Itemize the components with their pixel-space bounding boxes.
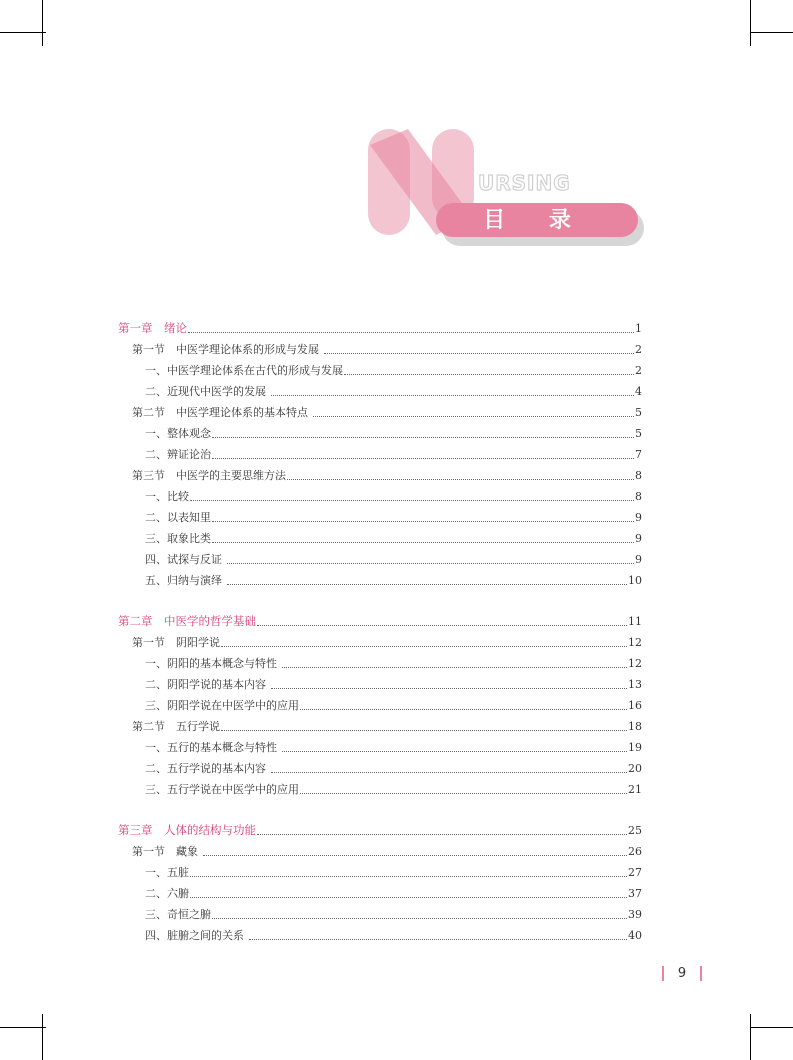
toc-subsection-entry[interactable]: [118, 423, 642, 444]
toc-entry-label: 五、归纳与演绎: [145, 574, 226, 587]
toc-chapter-block: [118, 318, 642, 591]
toc-entry-label: 第三节 中医学的主要思维方法: [132, 469, 286, 482]
toc-subsection-entry[interactable]: [118, 444, 642, 465]
toc-entry-label: 一、五行的基本概念与特性: [145, 741, 281, 754]
toc-entry-page: 16: [628, 699, 642, 712]
toc-leader-dots: [188, 331, 634, 333]
toc-leader-dots: [257, 624, 627, 626]
toc-entry-page: 40: [628, 929, 642, 942]
toc-leader-dots: [227, 562, 635, 564]
page-number-bar-left: [662, 966, 664, 981]
toc-chapter-entry[interactable]: [118, 611, 642, 632]
toc-section-entry[interactable]: [118, 339, 642, 360]
table-of-contents: [118, 318, 642, 966]
toc-entry-page: 2: [635, 343, 642, 356]
toc-leader-dots: [190, 896, 627, 898]
toc-entry-page: 5: [635, 427, 642, 440]
toc-entry-page: 4: [635, 385, 642, 398]
toc-entry-page: 9: [635, 511, 642, 524]
toc-entry-label: 二、近现代中医学的发展: [145, 385, 270, 398]
page-title: 目 录: [483, 208, 589, 233]
toc-leader-dots: [212, 917, 627, 919]
toc-subsection-entry[interactable]: [118, 360, 642, 381]
toc-entry-page: 20: [628, 762, 642, 775]
toc-leader-dots: [203, 854, 628, 856]
toc-subsection-entry[interactable]: [118, 925, 642, 946]
toc-leader-dots: [257, 833, 627, 835]
toc-chapter-entry[interactable]: [118, 318, 642, 339]
toc-entry-label: 一、比较: [145, 490, 189, 503]
page-number-bar-right: [700, 966, 702, 981]
toc-leader-dots: [190, 875, 627, 877]
toc-subsection-entry[interactable]: [118, 549, 642, 570]
toc-chapter-block: [118, 611, 642, 800]
toc-section-entry[interactable]: [118, 632, 642, 653]
toc-entry-label: 三、阴阳学说在中医学中的应用: [145, 699, 299, 712]
toc-entry-label: 第二章 中医学的哲学基础: [118, 614, 256, 628]
toc-leader-dots: [300, 708, 627, 710]
page-number-value: 9: [677, 965, 687, 981]
toc-entry-page: 19: [628, 741, 642, 754]
toc-entry-label: 二、以表知里: [145, 511, 211, 524]
toc-subsection-entry[interactable]: [118, 904, 642, 925]
toc-section-entry[interactable]: [118, 465, 642, 486]
toc-leader-dots: [271, 771, 628, 773]
toc-leader-dots: [190, 499, 634, 501]
toc-entry-page: 12: [628, 657, 642, 670]
toc-subsection-entry[interactable]: [118, 486, 642, 507]
page-number: [662, 963, 702, 983]
toc-leader-dots: [271, 394, 635, 396]
toc-subsection-entry[interactable]: [118, 695, 642, 716]
toc-entry-page: 21: [628, 783, 642, 796]
toc-leader-dots: [282, 750, 628, 752]
toc-entry-page: 26: [628, 845, 642, 858]
toc-leader-dots: [227, 583, 628, 585]
toc-chapter-block: [118, 820, 642, 946]
toc-entry-label: 三、五行学说在中医学中的应用: [145, 783, 299, 796]
toc-entry-label: 一、整体观念: [145, 427, 211, 440]
toc-subsection-entry[interactable]: [118, 674, 642, 695]
toc-leader-dots: [324, 352, 635, 354]
toc-entry-page: 11: [628, 615, 642, 628]
toc-entry-page: 8: [635, 490, 642, 503]
toc-section-entry[interactable]: [118, 402, 642, 423]
toc-chapter-entry[interactable]: [118, 820, 642, 841]
toc-subsection-entry[interactable]: [118, 570, 642, 591]
toc-entry-label: 二、阴阳学说的基本内容: [145, 678, 270, 691]
toc-subsection-entry[interactable]: [118, 779, 642, 800]
toc-entry-label: 二、辨证论治: [145, 448, 211, 461]
toc-entry-page: 13: [628, 678, 642, 691]
toc-entry-page: 10: [628, 574, 642, 587]
toc-leader-dots: [221, 729, 627, 731]
toc-entry-label: 二、五行学说的基本内容: [145, 762, 270, 775]
toc-entry-label: 一、中医学理论体系在古代的形成与发展: [145, 364, 343, 377]
toc-subsection-entry[interactable]: [118, 507, 642, 528]
toc-entry-label: 四、试探与反证: [145, 553, 226, 566]
toc-leader-dots: [300, 792, 627, 794]
toc-entry-page: 25: [628, 824, 642, 837]
toc-section-entry[interactable]: [118, 841, 642, 862]
toc-leader-dots: [212, 520, 634, 522]
toc-entry-label: 第二节 五行学说: [132, 720, 220, 733]
toc-leader-dots: [271, 687, 628, 689]
toc-entry-page: 27: [628, 866, 642, 879]
toc-entry-page: 8: [635, 469, 642, 482]
toc-subsection-entry[interactable]: [118, 653, 642, 674]
toc-leader-dots: [344, 373, 634, 375]
toc-leader-dots: [212, 457, 634, 459]
toc-section-entry[interactable]: [118, 716, 642, 737]
toc-leader-dots: [212, 436, 634, 438]
toc-leader-dots: [249, 938, 628, 940]
toc-entry-label: 三、取象比类: [145, 532, 211, 545]
logo-word: URSING: [478, 171, 571, 195]
toc-subsection-entry[interactable]: [118, 528, 642, 549]
toc-entry-page: 7: [635, 448, 642, 461]
toc-leader-dots: [212, 541, 634, 543]
toc-leader-dots: [282, 666, 628, 668]
toc-entry-page: 12: [628, 636, 642, 649]
toc-entry-label: 二、六腑: [145, 887, 189, 900]
toc-subsection-entry[interactable]: [118, 381, 642, 402]
toc-entry-page: 1: [635, 322, 642, 335]
toc-entry-label: 第一节 阴阳学说: [132, 636, 220, 649]
toc-entry-page: 2: [635, 364, 642, 377]
toc-entry-label: 四、脏腑之间的关系: [145, 929, 248, 942]
toc-entry-label: 第二节 中医学理论体系的基本特点: [132, 406, 312, 419]
toc-subsection-entry[interactable]: [118, 862, 642, 883]
toc-entry-page: 39: [628, 908, 642, 921]
toc-entry-page: 5: [635, 406, 642, 419]
toc-subsection-entry[interactable]: [118, 758, 642, 779]
toc-entry-page: 9: [635, 532, 642, 545]
toc-subsection-entry[interactable]: [118, 737, 642, 758]
toc-entry-page: 37: [628, 887, 642, 900]
toc-entry-label: 第一节 藏象: [132, 845, 202, 858]
toc-entry-page: 18: [628, 720, 642, 733]
toc-leader-dots: [221, 645, 627, 647]
toc-entry-label: 第一章 绪论: [118, 321, 187, 335]
toc-entry-label: 一、阴阳的基本概念与特性: [145, 657, 281, 670]
toc-entry-label: 三、奇恒之腑: [145, 908, 211, 921]
toc-leader-dots: [313, 415, 635, 417]
toc-subsection-entry[interactable]: [118, 883, 642, 904]
toc-entry-page: 9: [635, 553, 642, 566]
toc-entry-label: 第三章 人体的结构与功能: [118, 823, 256, 837]
toc-entry-label: 第一节 中医学理论体系的形成与发展: [132, 343, 323, 356]
toc-entry-label: 一、五脏: [145, 866, 189, 879]
toc-leader-dots: [287, 478, 634, 480]
